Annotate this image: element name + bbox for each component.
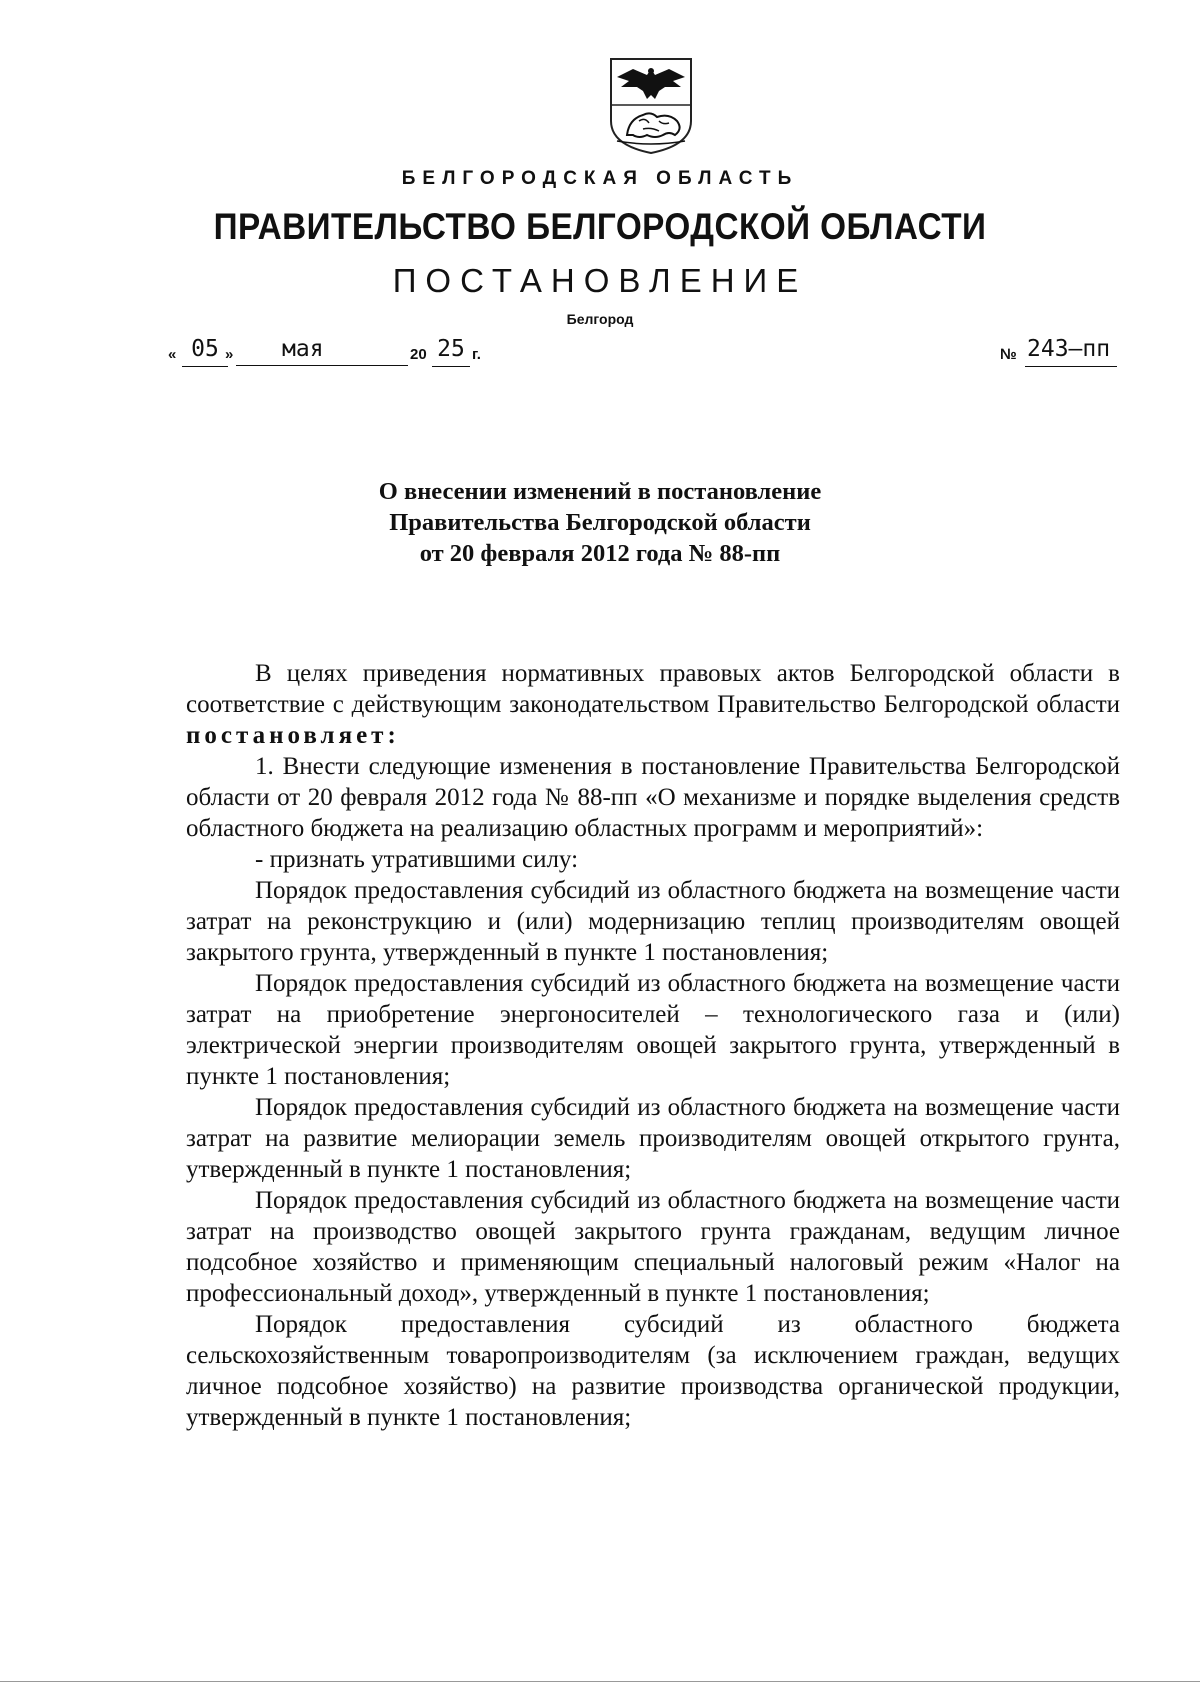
paragraph-preamble <box>186 658 1120 751</box>
page-bottom-rule <box>0 1681 1200 1682</box>
city-name: Белгород <box>566 311 634 327</box>
date-year-suffix: 25 <box>432 336 470 367</box>
title-line-2: Правительства Белгородской области <box>389 509 811 536</box>
number-sign: № <box>1000 346 1017 363</box>
date-day: 05 <box>182 336 228 367</box>
preamble-verb: постановляет: <box>186 722 400 749</box>
preamble-text: В целях приведения нормативных правовых актов Белгородской области в соответствие с действующим законодательством Правительство Белгородской области <box>186 660 1120 718</box>
paragraph-procedure-2: Порядок предоставления субсидий из областного бюджета на возмещение части затрат на приобретение энергоносителей – технологического газа и (или) электрической энергии производителям овощей закрытого грунта, утвержденный в пункте 1 постановления; <box>186 970 1120 1090</box>
paragraph-repeal-intro: - признать утратившими силу: <box>255 846 579 873</box>
document-body <box>186 658 1120 1433</box>
date-quote-close: » <box>225 346 234 363</box>
date-year-mark: г. <box>472 346 481 363</box>
document-number: 243–пп <box>1025 336 1117 367</box>
paragraph-procedure-3: Порядок предоставления субсидий из областного бюджета на возмещение части затрат на развитие мелиорации земель производителям овощей открытого грунта, утвержденный в пункте 1 постановления; <box>186 1094 1120 1183</box>
paragraph-procedure-1: Порядок предоставления субсидий из областного бюджета на возмещение части затрат на реконструкцию и (или) модернизацию теплиц производителям овощей закрытого грунта, утвержденный в пункте 1 постановления; <box>186 877 1120 966</box>
date-month: мая <box>236 336 408 366</box>
paragraph-procedure-5: Порядок предоставления субсидий из областного бюджета сельскохозяйственным товаропроизводителям (за исключением граждан, ведущих личное подсобное хозяйство) на развитие производства органической продукции, утвержденный в пункте 1 постановления; <box>186 1311 1120 1431</box>
document-title <box>0 476 1200 569</box>
date-year-prefix: 20 <box>410 346 427 363</box>
document-type: ПОСТАНОВЛЕНИЕ <box>392 262 808 299</box>
title-line-3: от 20 февраля 2012 года № 88-пп <box>419 540 781 567</box>
coat-of-arms <box>603 55 699 155</box>
dateline <box>0 336 1200 370</box>
date-quote-open: « <box>168 346 177 363</box>
belgorod-coat-of-arms-icon <box>603 55 699 155</box>
paragraph-procedure-4: Порядок предоставления субсидий из областного бюджета на возмещение части затрат на производство овощей закрытого грунта гражданам, ведущим личное подсобное хозяйство и применяющим специальный налоговый режим «Налог на профессиональный доход», утвержденный в пункте 1 постановления; <box>186 1187 1120 1307</box>
region-name: БЕЛГОРОДСКАЯ ОБЛАСТЬ <box>401 168 799 189</box>
government-name: ПРАВИТЕЛЬСТВО БЕЛГОРОДСКОЙ ОБЛАСТИ <box>213 206 987 247</box>
title-line-1: О внесении изменений в постановление <box>378 478 822 505</box>
paragraph-item-1: 1. Внести следующие изменения в постановление Правительства Белгородской области от 20 февраля 2012 года № 88-пп «О механизме и порядке выделения средств областного бюджета на реализацию областных программ и мероприятий»: <box>186 753 1120 842</box>
